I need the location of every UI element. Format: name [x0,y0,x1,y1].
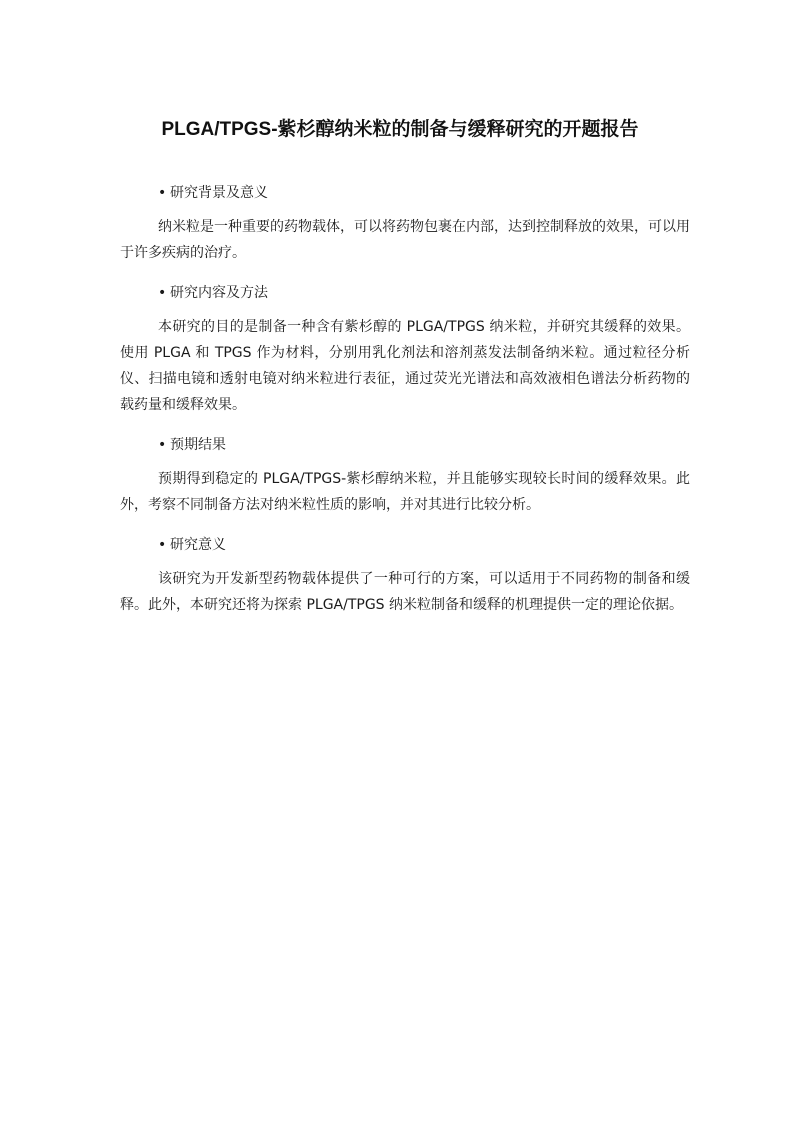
section-paragraph-background: 纳米粒是一种重要的药物载体，可以将药物包裹在内部，达到控制释放的效果，可以用于许多疾病的治疗。 [120,219,690,261]
section-heading-label: 研究内容及方法 [170,285,268,301]
document-title: PLGA/TPGS-紫杉醇纳米粒的制备与缓释研究的开题报告 [161,119,639,140]
bullet-icon: • [158,437,167,453]
section-heading-methods [158,280,690,306]
section-paragraph-significance: 该研究为开发新型药物载体提供了一种可行的方案，可以适用于不同药物的制备和缓释。此外，本研究还将为探索 PLGA/TPGS 纳米粒制备和缓释的机理提供一定的理论依据。 [120,571,690,613]
bullet-icon: • [158,185,167,201]
document-body [120,180,690,618]
section-paragraph-methods: 本研究的目的是制备一种含有紫杉醇的 PLGA/TPGS 纳米粒，并研究其缓释的效果。使用 PLGA 和 TPGS 作为材料，分别用乳化剂法和溶剂蒸发法制备纳米粒。通过粒径分析仪、扫描电镜和透射电镜对纳米粒进行表征，通过荧光光谱法和高效液相色谱法分析药物的载药量和缓释效果。 [120,319,690,413]
bullet-icon: • [158,537,167,553]
bullet-icon: • [158,285,167,301]
section-heading-significance [158,532,690,558]
section-heading-background [158,180,690,206]
section-heading-label: 研究背景及意义 [170,185,268,201]
section-heading-label: 研究意义 [170,537,226,553]
section-heading-expected-results [158,432,690,458]
section-heading-label: 预期结果 [170,437,226,453]
section-paragraph-expected-results: 预期得到稳定的 PLGA/TPGS-紫杉醇纳米粒，并且能够实现较长时间的缓释效果。此外，考察不同制备方法对纳米粒性质的影响，并对其进行比较分析。 [120,471,690,513]
